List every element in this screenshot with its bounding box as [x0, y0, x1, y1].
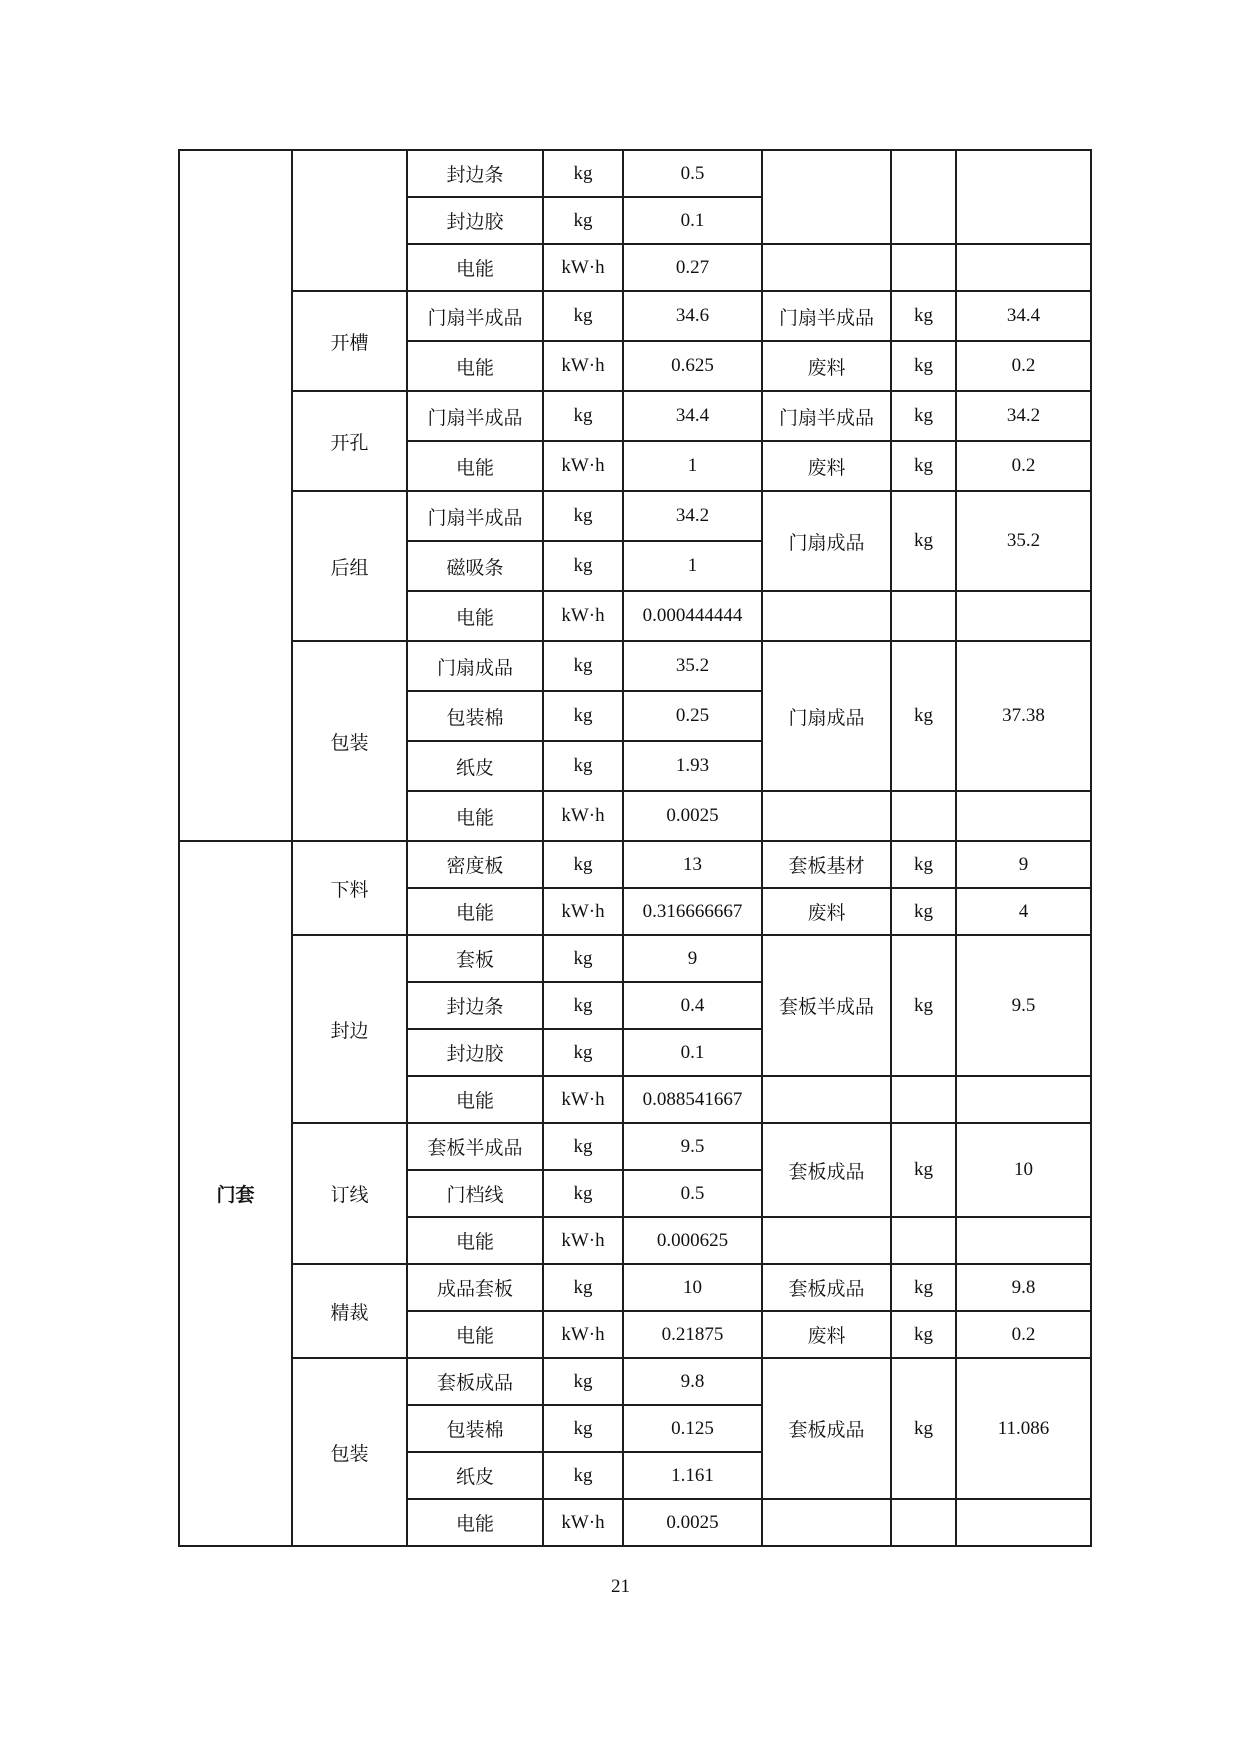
output-amount-cell: 10 — [956, 1123, 1091, 1217]
table-row — [179, 935, 1091, 982]
output-unit-cell — [891, 244, 956, 291]
input-name-cell: 门扇半成品 — [407, 291, 543, 341]
input-amount-cell: 0.000444444 — [623, 591, 762, 641]
input-name-cell: 门扇成品 — [407, 641, 543, 691]
output-unit-cell — [891, 591, 956, 641]
input-name-cell: 封边条 — [407, 150, 543, 197]
input-name-cell: 包装棉 — [407, 1405, 543, 1452]
input-name-cell: 电能 — [407, 1311, 543, 1358]
output-name-cell — [762, 1076, 891, 1123]
output-unit-cell — [891, 150, 956, 244]
input-amount-cell: 0.1 — [623, 197, 762, 244]
process-cell: 下料 — [292, 841, 407, 935]
output-amount-cell: 4 — [956, 888, 1091, 935]
process-cell: 后组 — [292, 491, 407, 641]
input-name-cell: 封边胶 — [407, 1029, 543, 1076]
input-amount-cell: 0.0025 — [623, 791, 762, 841]
output-unit-cell: kg — [891, 1123, 956, 1217]
table-row — [179, 641, 1091, 691]
output-name-cell: 废料 — [762, 341, 891, 391]
input-name-cell: 电能 — [407, 888, 543, 935]
input-unit-cell: kg — [543, 491, 623, 541]
output-name-cell: 门扇成品 — [762, 491, 891, 591]
input-unit-cell: kg — [543, 691, 623, 741]
table-row — [179, 1123, 1091, 1170]
input-amount-cell: 9.8 — [623, 1358, 762, 1405]
input-name-cell: 纸皮 — [407, 1452, 543, 1499]
input-name-cell: 磁吸条 — [407, 541, 543, 591]
output-unit-cell: kg — [891, 491, 956, 591]
input-unit-cell: kg — [543, 1170, 623, 1217]
output-name-cell: 门扇半成品 — [762, 391, 891, 441]
input-amount-cell: 13 — [623, 841, 762, 888]
output-amount-cell: 9 — [956, 841, 1091, 888]
output-amount-cell — [956, 791, 1091, 841]
output-unit-cell — [891, 1076, 956, 1123]
input-unit-cell: kg — [543, 641, 623, 691]
input-name-cell: 套板成品 — [407, 1358, 543, 1405]
input-unit-cell: kg — [543, 1029, 623, 1076]
input-unit-cell: kg — [543, 1264, 623, 1311]
input-name-cell: 密度板 — [407, 841, 543, 888]
input-amount-cell: 0.27 — [623, 244, 762, 291]
input-amount-cell: 0.25 — [623, 691, 762, 741]
input-unit-cell: kW·h — [543, 1217, 623, 1264]
input-unit-cell: kg — [543, 391, 623, 441]
input-name-cell: 电能 — [407, 591, 543, 641]
input-name-cell: 包装棉 — [407, 691, 543, 741]
input-amount-cell: 0.4 — [623, 982, 762, 1029]
output-unit-cell — [891, 791, 956, 841]
output-amount-cell: 0.2 — [956, 441, 1091, 491]
output-unit-cell: kg — [891, 841, 956, 888]
output-name-cell: 废料 — [762, 1311, 891, 1358]
input-name-cell: 电能 — [407, 341, 543, 391]
output-amount-cell: 37.38 — [956, 641, 1091, 791]
table-row — [179, 1358, 1091, 1405]
input-name-cell: 套板半成品 — [407, 1123, 543, 1170]
input-amount-cell: 0.1 — [623, 1029, 762, 1076]
output-name-cell — [762, 150, 891, 244]
output-amount-cell: 9.8 — [956, 1264, 1091, 1311]
input-amount-cell: 1 — [623, 541, 762, 591]
process-cell — [292, 150, 407, 291]
input-name-cell: 电能 — [407, 1076, 543, 1123]
input-amount-cell: 34.2 — [623, 491, 762, 541]
output-unit-cell: kg — [891, 935, 956, 1076]
process-cell: 开槽 — [292, 291, 407, 391]
output-name-cell: 套板成品 — [762, 1123, 891, 1217]
output-amount-cell: 11.086 — [956, 1358, 1091, 1499]
output-amount-cell — [956, 150, 1091, 244]
input-name-cell: 电能 — [407, 791, 543, 841]
input-name-cell: 电能 — [407, 1217, 543, 1264]
output-unit-cell: kg — [891, 641, 956, 791]
output-amount-cell — [956, 1076, 1091, 1123]
output-name-cell — [762, 244, 891, 291]
output-name-cell: 废料 — [762, 441, 891, 491]
input-amount-cell: 9 — [623, 935, 762, 982]
input-unit-cell: kW·h — [543, 1499, 623, 1546]
input-unit-cell: kW·h — [543, 441, 623, 491]
input-name-cell: 门档线 — [407, 1170, 543, 1217]
input-amount-cell: 35.2 — [623, 641, 762, 691]
input-unit-cell: kg — [543, 150, 623, 197]
input-amount-cell: 34.4 — [623, 391, 762, 441]
input-unit-cell: kg — [543, 1405, 623, 1452]
input-unit-cell: kW·h — [543, 244, 623, 291]
input-unit-cell: kg — [543, 1452, 623, 1499]
input-name-cell: 电能 — [407, 244, 543, 291]
output-name-cell — [762, 591, 891, 641]
output-unit-cell: kg — [891, 341, 956, 391]
input-amount-cell: 1.161 — [623, 1452, 762, 1499]
input-name-cell: 封边胶 — [407, 197, 543, 244]
input-name-cell: 门扇半成品 — [407, 391, 543, 441]
product-cell — [179, 150, 292, 841]
input-unit-cell: kg — [543, 935, 623, 982]
input-unit-cell: kW·h — [543, 1311, 623, 1358]
process-cell: 精裁 — [292, 1264, 407, 1358]
output-name-cell: 套板成品 — [762, 1358, 891, 1499]
input-unit-cell: kW·h — [543, 791, 623, 841]
table-row — [179, 1264, 1091, 1311]
table-row — [179, 491, 1091, 541]
input-name-cell: 电能 — [407, 441, 543, 491]
table-row — [179, 841, 1091, 888]
output-unit-cell — [891, 1217, 956, 1264]
input-unit-cell: kg — [543, 197, 623, 244]
input-unit-cell: kg — [543, 741, 623, 791]
input-amount-cell: 0.125 — [623, 1405, 762, 1452]
output-name-cell — [762, 791, 891, 841]
input-unit-cell: kg — [543, 1123, 623, 1170]
output-name-cell: 门扇成品 — [762, 641, 891, 791]
page-number: 21 — [611, 1576, 630, 1597]
output-name-cell: 套板半成品 — [762, 935, 891, 1076]
input-amount-cell: 0.0025 — [623, 1499, 762, 1546]
output-name-cell — [762, 1499, 891, 1546]
output-amount-cell — [956, 1499, 1091, 1546]
output-unit-cell: kg — [891, 1264, 956, 1311]
input-amount-cell: 0.000625 — [623, 1217, 762, 1264]
table-row — [179, 150, 1091, 197]
input-amount-cell: 0.625 — [623, 341, 762, 391]
output-amount-cell: 35.2 — [956, 491, 1091, 591]
output-amount-cell — [956, 244, 1091, 291]
output-amount-cell: 34.4 — [956, 291, 1091, 341]
output-unit-cell: kg — [891, 1311, 956, 1358]
output-amount-cell: 9.5 — [956, 935, 1091, 1076]
output-name-cell: 废料 — [762, 888, 891, 935]
input-unit-cell: kg — [543, 291, 623, 341]
input-amount-cell: 34.6 — [623, 291, 762, 341]
process-cell: 订线 — [292, 1123, 407, 1264]
output-name-cell — [762, 1217, 891, 1264]
input-amount-cell: 0.316666667 — [623, 888, 762, 935]
input-name-cell: 套板 — [407, 935, 543, 982]
process-cell: 封边 — [292, 935, 407, 1123]
output-unit-cell: kg — [891, 888, 956, 935]
input-unit-cell: kg — [543, 841, 623, 888]
input-unit-cell: kW·h — [543, 1076, 623, 1123]
input-amount-cell: 0.5 — [623, 1170, 762, 1217]
input-unit-cell: kW·h — [543, 888, 623, 935]
process-cell: 开孔 — [292, 391, 407, 491]
input-unit-cell: kg — [543, 541, 623, 591]
output-name-cell: 门扇半成品 — [762, 291, 891, 341]
output-unit-cell: kg — [891, 441, 956, 491]
product-cell: 门套 — [179, 841, 292, 1546]
input-amount-cell: 0.21875 — [623, 1311, 762, 1358]
output-amount-cell — [956, 591, 1091, 641]
input-unit-cell: kg — [543, 1358, 623, 1405]
process-cell: 包装 — [292, 1358, 407, 1546]
input-amount-cell: 9.5 — [623, 1123, 762, 1170]
input-name-cell: 门扇半成品 — [407, 491, 543, 541]
output-unit-cell: kg — [891, 291, 956, 341]
output-name-cell: 套板基材 — [762, 841, 891, 888]
output-amount-cell: 0.2 — [956, 341, 1091, 391]
table-row — [179, 291, 1091, 341]
table-row — [179, 391, 1091, 441]
input-name-cell: 封边条 — [407, 982, 543, 1029]
output-unit-cell: kg — [891, 391, 956, 441]
material-balance-table — [178, 149, 1092, 1547]
input-name-cell: 电能 — [407, 1499, 543, 1546]
input-unit-cell: kg — [543, 982, 623, 1029]
output-amount-cell — [956, 1217, 1091, 1264]
input-unit-cell: kW·h — [543, 591, 623, 641]
process-cell: 包装 — [292, 641, 407, 841]
input-unit-cell: kW·h — [543, 341, 623, 391]
output-unit-cell: kg — [891, 1358, 956, 1499]
input-name-cell: 纸皮 — [407, 741, 543, 791]
output-amount-cell: 0.2 — [956, 1311, 1091, 1358]
output-amount-cell: 34.2 — [956, 391, 1091, 441]
input-amount-cell: 1.93 — [623, 741, 762, 791]
input-name-cell: 成品套板 — [407, 1264, 543, 1311]
output-name-cell: 套板成品 — [762, 1264, 891, 1311]
input-amount-cell: 0.088541667 — [623, 1076, 762, 1123]
output-unit-cell — [891, 1499, 956, 1546]
input-amount-cell: 1 — [623, 441, 762, 491]
input-amount-cell: 0.5 — [623, 150, 762, 197]
input-amount-cell: 10 — [623, 1264, 762, 1311]
